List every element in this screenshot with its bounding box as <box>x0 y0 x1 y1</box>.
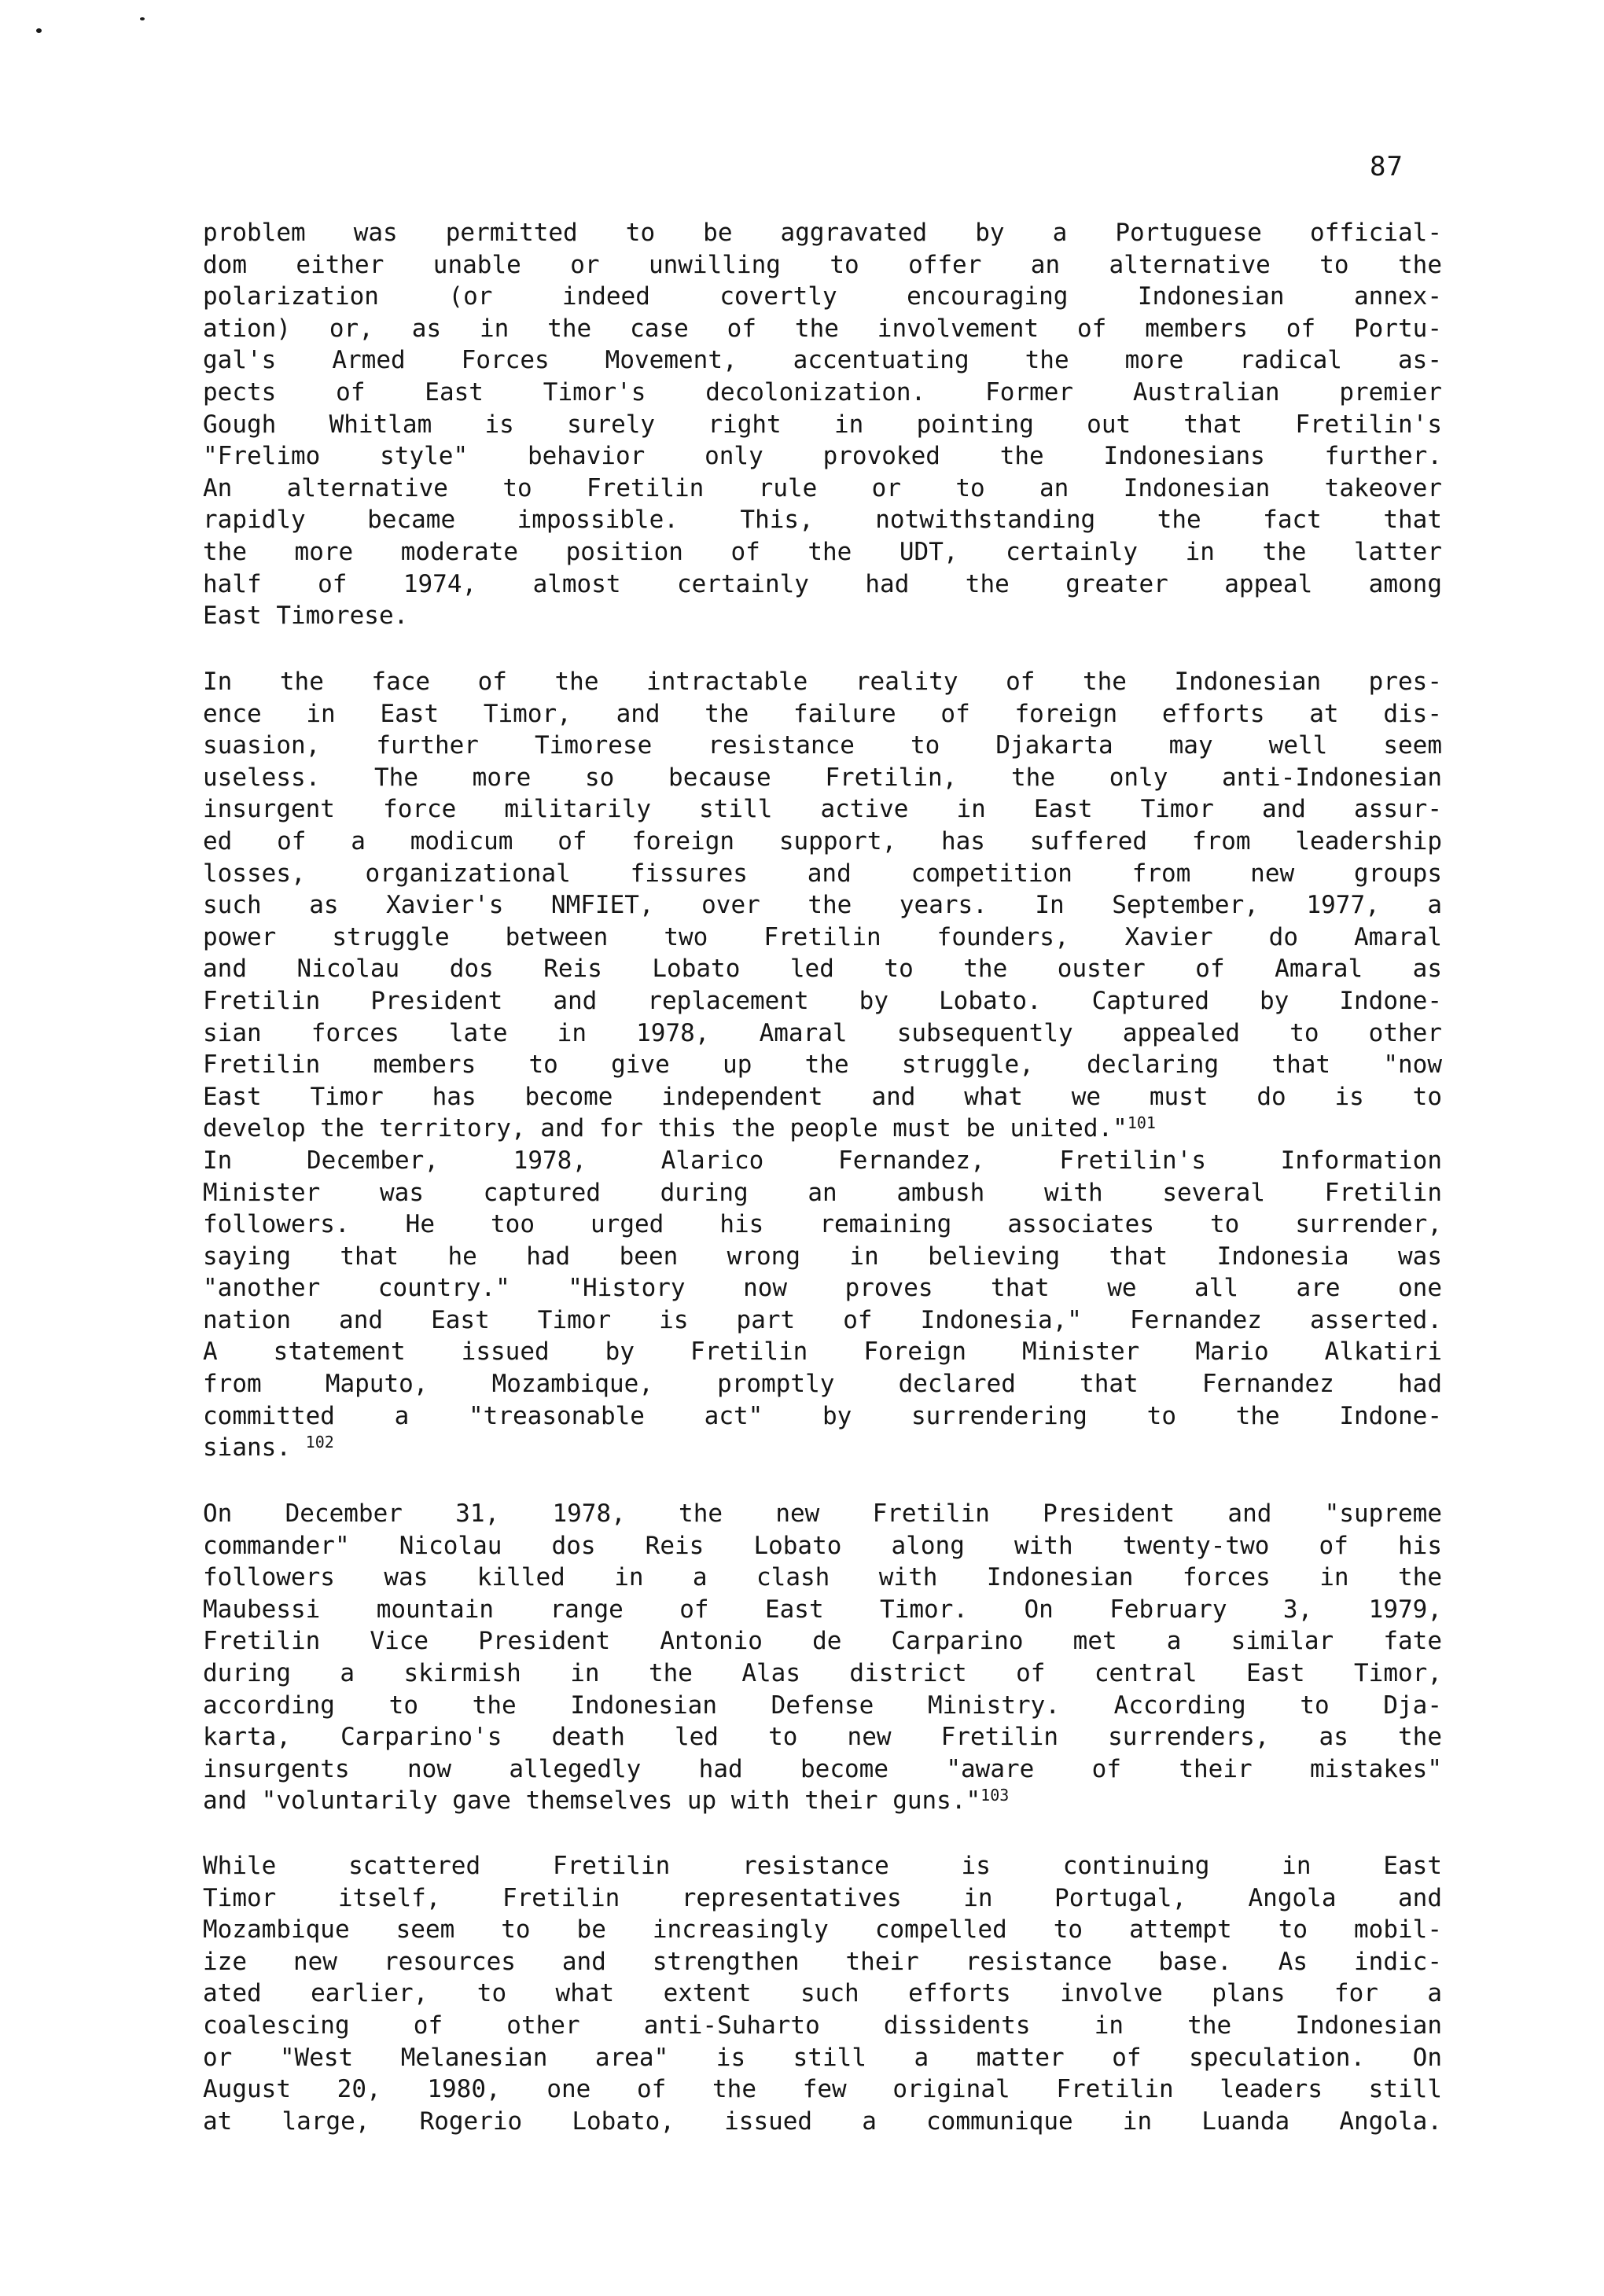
footnote-marker-101: 101 <box>1127 1113 1156 1133</box>
text-line: East Timor has become independent and what we must do is to <box>203 1082 1442 1111</box>
text-line: Timor itself, Fretilin representatives in Portugal, Angola and <box>203 1883 1442 1912</box>
text-line <box>203 1785 1442 1817</box>
text-line: Maubessi mountain range of East Timor. On February 3, 1979, <box>203 1595 1442 1624</box>
text-line: committed a "treasonable act" by surrendering to the Indone- <box>203 1401 1442 1430</box>
paragraph-1 <box>203 217 1442 632</box>
text-line: Gough Whitlam is surely right in pointing out that Fretilin's <box>203 410 1442 439</box>
text-line: or "West Melanesian area" is still a matter of speculation. On <box>203 2043 1442 2072</box>
text-line: rapidly became impossible. This, notwithstanding the fact that <box>203 506 1442 535</box>
text-line: the more moderate position of the UDT, certainly in the latter <box>203 537 1442 566</box>
text-line: An alternative to Fretilin rule or to an Indonesian takeover <box>203 473 1442 502</box>
text-line: suasion, further Timorese resistance to Djakarta may well seem <box>203 731 1442 760</box>
footnote-marker-103: 103 <box>980 1786 1010 1805</box>
text-line: and Nicolau dos Reis Lobato led to the ouster of Amaral as <box>203 955 1442 984</box>
text-line: according to the Indonesian Defense Ministry. According to Dja- <box>203 1691 1442 1720</box>
text-line <box>203 1432 1442 1464</box>
text-line: ated earlier, to what extent such efforts involve plans for a <box>203 1979 1442 2008</box>
text-line: While scattered Fretilin resistance is continuing in East <box>203 1852 1442 1880</box>
footnote-marker-102: 102 <box>305 1433 334 1452</box>
text-line: pects of East Timor's decolonization. Former Australian premier <box>203 377 1442 407</box>
text-line: Fretilin Vice President Antonio de Carparino met a similar fate <box>203 1627 1442 1656</box>
text-line: dom either unable or unwilling to offer an alternative to the <box>203 250 1442 279</box>
text-line: during a skirmish in the Alas district of central East Timor, <box>203 1658 1442 1687</box>
text-line: Fretilin President and replacement by Lobato. Captured by Indone- <box>203 986 1442 1015</box>
line-text: develop the territory, and for this the people must be united." <box>203 1114 1128 1143</box>
text-line: gal's Armed Forces Movement, accentuating the more radical as- <box>203 346 1442 375</box>
text-line: from Maputo, Mozambique, promptly declared that Fernandez had <box>203 1370 1442 1399</box>
text-line: East Timorese. <box>203 602 409 631</box>
text-line: ize new resources and strengthen their resistance base. As indic- <box>203 1947 1442 1976</box>
text-line: "Frelimo style" behavior only provoked the Indonesians further. <box>203 442 1442 471</box>
line-text: and "voluntarily gave themselves up with their guns." <box>203 1786 981 1816</box>
scan-speck <box>140 17 145 20</box>
text-line: A statement issued by Fretilin Foreign Minister Mario Alkatiri <box>203 1337 1442 1367</box>
text-line: followers was killed in a clash with Indonesian forces in the <box>203 1563 1442 1592</box>
text-line: ation) or, as in the case of the involvement of members of Portu- <box>203 314 1442 343</box>
line-text: sians. <box>203 1433 306 1463</box>
text-line: insurgents now allegedly had become "aware of their mistakes" <box>203 1754 1442 1783</box>
text-line: insurgent force militarily still active in East Timor and assur- <box>203 795 1442 824</box>
text-line: commander" Nicolau dos Reis Lobato along with twenty-two of his <box>203 1531 1442 1560</box>
text-line: saying that he had been wrong in believing that Indonesia was <box>203 1242 1442 1271</box>
text-line: sian forces late in 1978, Amaral subsequently appealed to other <box>203 1018 1442 1047</box>
scan-speck <box>36 28 42 33</box>
paragraph-4 <box>203 1850 1442 2137</box>
text-line: karta, Carparino's death led to new Fretilin surrenders, as the <box>203 1723 1442 1752</box>
paragraph-3 <box>203 1498 1442 1817</box>
text-line: ed of a modicum of foreign support, has suffered from leadership <box>203 826 1442 855</box>
text-line: "another country." "History now proves that we all are one <box>203 1274 1442 1303</box>
text-line: useless. The more so because Fretilin, the only anti-Indonesian <box>203 763 1442 792</box>
text-line: Fretilin members to give up the struggle, declaring that "now <box>203 1050 1442 1080</box>
text-line: nation and East Timor is part of Indonesia," Fernandez asserted. <box>203 1305 1442 1334</box>
text-line: at large, Rogerio Lobato, issued a communique in Luanda Angola. <box>203 2107 1442 2136</box>
text-line: polarization (or indeed covertly encouraging Indonesian annex- <box>203 282 1442 311</box>
text-line <box>203 1113 1442 1145</box>
text-line: losses, organizational fissures and competition from new groups <box>203 859 1442 888</box>
text-line: half of 1974, almost certainly had the greater appeal among <box>203 569 1442 598</box>
text-line: ence in East Timor, and the failure of foreign efforts at dis- <box>203 699 1442 728</box>
text-line: such as Xavier's NMFIET, over the years. In September, 1977, a <box>203 891 1442 920</box>
text-line: On December 31, 1978, the new Fretilin President and "supreme <box>203 1499 1442 1528</box>
text-line: problem was permitted to be aggravated by a Portuguese official- <box>203 219 1442 247</box>
text-line: Minister was captured during an ambush with several Fretilin <box>203 1178 1442 1207</box>
text-line: August 20, 1980, one of the few original Fretilin leaders still <box>203 2075 1442 2104</box>
paragraph-2 <box>203 666 1442 1464</box>
page-number: 87 <box>1370 151 1404 182</box>
text-line: coalescing of other anti-Suharto dissidents in the Indonesian <box>203 2011 1442 2040</box>
text-line: In the face of the intractable reality of the Indonesian pres- <box>203 668 1442 696</box>
text-line: Mozambique seem to be increasingly compelled to attempt to mobil- <box>203 1915 1442 1945</box>
text-line: power struggle between two Fretilin founders, Xavier do Amaral <box>203 922 1442 951</box>
text-line: followers. He too urged his remaining associates to surrender, <box>203 1210 1442 1239</box>
text-line: In December, 1978, Alarico Fernandez, Fretilin's Information <box>203 1146 1442 1175</box>
